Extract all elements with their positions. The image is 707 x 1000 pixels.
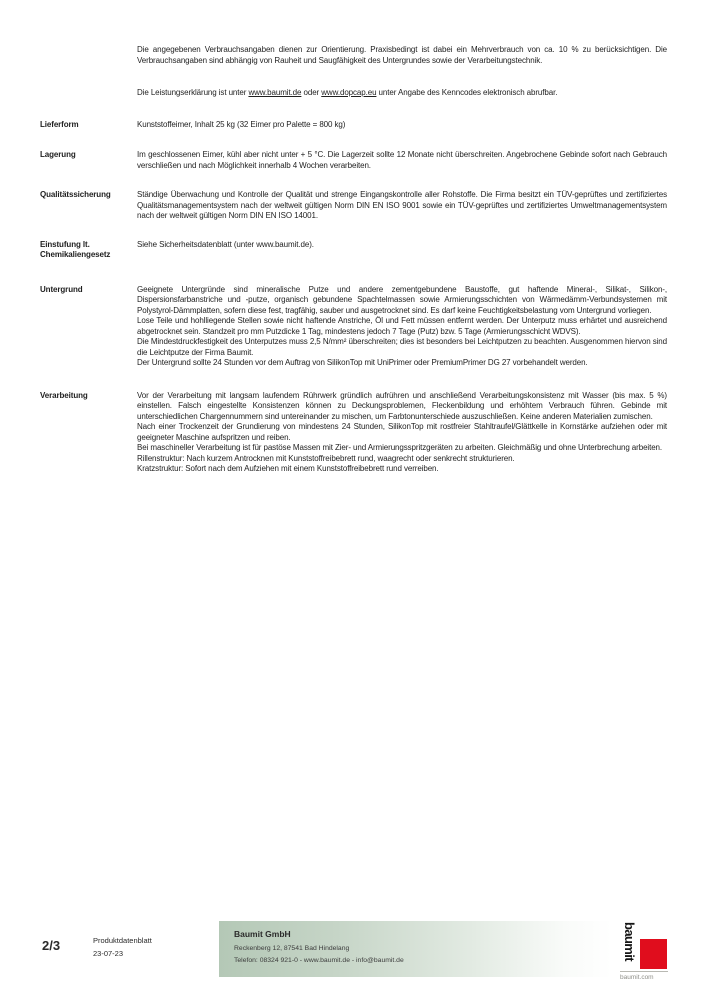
intro-paragraph: Die angegebenen Verbrauchsangaben dienen zur Orientierung. Praxisbedingt ist dabei ein Mehrverbrauch von ca. 10 % zu berücksichtigen. Die Verbrauchsangaben sind abhängig von Rauheit und Saugfähigkeit des Untergrundes sowie der Verarbeitungstechnik. [137,45,667,65]
company-name: Baumit GmbH [234,929,291,939]
section-paragraph: Nach einer Trockenzeit der Grundierung von mindestens 24 Stunden, SilikonTop mit rostfreier Stahltraufel/Glättkelle in Kornstärke aufziehen oder mit geeigneter Maschine aufspritzen und reiben. [137,422,667,442]
section-verarbeitung [40,391,667,475]
company-address: Reckenberg 12, 87541 Bad Hindelang [234,945,350,952]
baumit-de-link[interactable]: www.baumit.de [248,88,302,97]
section-lagerung [40,150,667,171]
dopcap-eu-link[interactable]: www.dopcap.eu [321,88,377,97]
section-paragraph: Rillenstruktur: Nach kurzem Antrocknen mit Kunststoffreibebrett rund, waagrecht oder senkrecht strukturieren. [137,453,515,463]
leistung-text-between: oder [301,88,322,97]
section-paragraph: Der Untergrund sollte 24 Stunden vor dem Auftrag von SilikonTop mit UniPrimer oder PremiumPrimer DG 27 vorbehandelt werden. [137,358,588,367]
section-label: Lagerung [40,150,76,159]
page-number: 2/3 [42,938,61,953]
baumit-logo-wordmark: baumit [622,922,637,962]
section-paragraph: Lose Teile und hohlliegende Stellen sowie nicht haftende Anstriche, Öl und Fett müssen entfernt werden. Der Unterputz muss erhärtet und ausreichend abgetrocknet sein. Standzeit pro mm Putzdicke 1 Tag, mindestens jedoch 7 Tage (Putz) bzw. 5 Tage (Armierungsschicht WDVS). [137,316,667,336]
company-contact: Telefon: 08324 921-0 - www.baumit.de - info@baumit.de [234,957,404,964]
leistung-text-after: unter Angabe des Kenncodes elektronisch abrufbar. [376,88,558,97]
section-paragraph: Geeignete Untergründe sind mineralische Putze und andere zementgebundene Baustoffe, gut haftende Mineral-, Silikat-, Silikon-, Dispersionsfarbanstriche und -putze, organisch gebundene Spachtelmassen sowie Armierungsschichten von Wärmedämm-Verbundsystemen mit Polystyrol-Dämmplatten, sofern diese fest, tragfähig, sauber und ausgetrocknet sind. Es darf keine Feuchtigkeitsbelastung vom Untergrund vorliegen. [137,284,667,315]
section-label: Lieferform [40,119,79,129]
section-paragraph: Ständige Überwachung und Kontrolle der Qualität und strenge Eingangskontrolle aller Rohstoffe. Die Firma besitzt ein TÜV-geprüftes und zertifiziertes Qualitätsmanagementsystem nach der weltweit gültigen Norm DIN EN ISO 9001 sowie ein TÜV-geprüftes und zertifiziertes Umweltmanagementsystem nach der weltweit gültigen Norm DIN EN ISO 14001. [137,190,667,220]
section-einstufung [40,240,667,261]
section-qualitaetssicherung [40,190,667,222]
document-content [0,0,667,475]
company-info-box [219,921,612,977]
section-paragraph: Bei maschineller Verarbeitung ist für pastöse Massen mit Zier- und Armierungsspritzgeräten zu arbeiten. Gleichmäßig und ohne Unterbrechung arbeiten. [137,443,663,452]
section-paragraph: Kratzstruktur: Sofort nach dem Aufziehen mit einem Kunststoffreibebrett rund verreiben. [137,464,439,473]
section-label: Einstufung lt. Chemikaliengesetz [40,239,111,259]
section-label: Qualitätssicherung [40,190,111,199]
section-paragraph: Vor der Verarbeitung mit langsam laufendem Rührwerk gründlich aufrühren und anschließend Verarbeitungskonsistenz mit Wasser (bis max. 5 %) einstellen. Falsch eingestellte Konsistenzen können zu Deckungsproblemen, Fleckenbildung und erhöhtem Verbrauch führen. Gebinde mit unterschiedlichen Chargennummern sind untereinander zu mischen, um Farbtonunterschiede auszuschließen. Keine anderen Materialien zumischen. [137,390,667,421]
section-paragraph: Die Mindestdruckfestigkeit des Unterputzes muss 2,5 N/mm² überschreiten; dies ist besonders bei Leichtputzen zu beachten. Ausgenommen hiervon sind die Leichtputze der Firma Baumit. [137,337,667,357]
baumit-website-label: baumit.com [620,974,654,981]
leistung-paragraph [137,88,667,99]
section-lieferform [40,120,667,131]
section-label: Verarbeitung [40,390,88,400]
section-paragraph: Kunststoffeimer, Inhalt 25 kg (32 Eimer pro Palette = 800 kg) [137,119,346,129]
section-label: Untergrund [40,284,83,294]
intro-row [40,45,667,66]
leistung-row [40,88,667,99]
document-date: 23-07-23 [93,949,124,958]
leistung-text-before: Die Leistungserklärung ist unter [137,88,249,97]
section-untergrund [40,285,667,369]
baumit-logo-red-square [640,939,667,969]
baumit-logo-rule [620,971,668,972]
document-type-label: Produktdatenblatt [93,936,152,945]
baumit-logo [619,921,675,983]
section-paragraph: Im geschlossenen Eimer, kühl aber nicht unter + 5 °C. Die Lagerzeit sollte 12 Monate nicht überschreiten. Angebrochene Gebinde sofort nach Gebrauch verschließen und nach Möglichkeit innerhalb 4 Wochen verarbeiten. [137,150,667,170]
section-paragraph: Siehe Sicherheitsdatenblatt (unter www.baumit.de). [137,239,314,249]
